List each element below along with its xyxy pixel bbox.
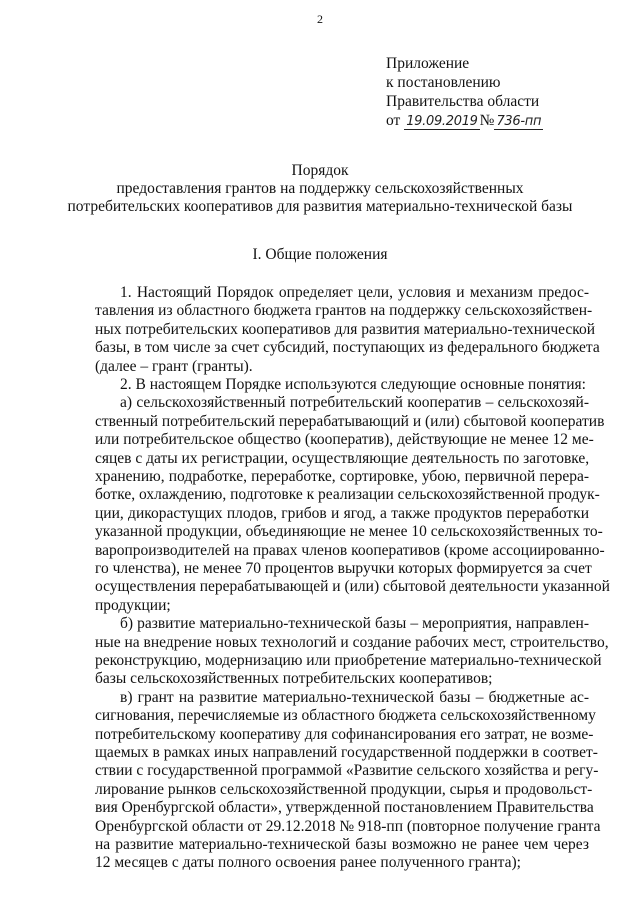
body-line: осуществления перерабатывающей и (или) сбытовой деятельности указанной	[95, 578, 610, 596]
body-line: хранению, подработке, переработке, сортировке, убою, первичной перера-	[95, 468, 589, 485]
body-line: ственный потребительский перерабатывающий и (или) сбытовой кооператив	[95, 412, 605, 430]
appendix-date-line	[386, 111, 543, 131]
body-line: (далее – грант (гранты).	[95, 357, 253, 375]
section-heading: I. Общие положения	[252, 246, 388, 263]
body-line: варопроизводителей на правах членов кооперативов (кроме ассоциированно-	[95, 541, 605, 559]
body-line: сяцев с даты их регистрации, осуществляющие деятельность по заготовке,	[95, 449, 590, 467]
appendix-from-prefix: от	[386, 112, 401, 129]
body-line: или потребительское общество (кооператив), действующие не менее 12 ме-	[95, 431, 594, 449]
body-line: потребительскому кооперативу для софинансирования его затрат, не возме-	[95, 725, 594, 743]
page-number: 2	[317, 12, 323, 26]
title-subline-1: предоставления грантов на поддержку сельскохозяйственных	[116, 180, 524, 197]
body-line: вия Оренбургской области», утвержденной постановлением Правительства	[95, 799, 594, 817]
number-sign: №	[479, 112, 495, 129]
appendix-line-1: Приложение	[386, 55, 470, 72]
body-line: го членства), не менее 70 процентов выручки которых формируется за счет	[95, 560, 592, 577]
body-line: 12 месяцев с даты полного освоения ранее полученного гранта);	[95, 854, 521, 872]
body-line: 1. Настоящий Порядок определяет цели, условия и механизм предос-	[120, 284, 589, 301]
document-title: Порядок	[291, 162, 349, 179]
body-line: базы сельскохозяйственных потребительских кооперативов;	[95, 670, 493, 688]
body-line: продукции;	[95, 596, 171, 614]
appendix-line-2: к постановлению	[386, 74, 501, 91]
body-line: реконструкцию, модернизацию или приобретение материально-технической	[95, 652, 602, 669]
handwritten-number: 736-пп	[496, 114, 542, 129]
body-line: ции, дикорастущих плодов, грибов и ягод, а также продуктов переработки	[95, 504, 589, 522]
body-line: а) сельскохозяйственный потребительский кооператив – сельскохозяй-	[120, 394, 589, 412]
body-line: на развитие материально-технической базы возможно не ранее чем через	[95, 836, 589, 853]
body-line: тавления из областного бюджета грантов на поддержку сельскохозяйствен-	[95, 302, 593, 320]
body-line: лирование рынков сельскохозяйственной продукции, сырья и продовольст-	[95, 780, 593, 798]
body-line: б) развитие материально-технической базы – мероприятия, направлен-	[120, 615, 589, 633]
body-line: 2. В настоящем Порядке используются следующие основные понятия:	[120, 376, 586, 393]
handwritten-date: 19.09.2019	[406, 114, 478, 129]
body-line: ных потребительских кооперативов для развития материально-технической	[95, 320, 596, 338]
body-line: ботке, охлаждению, подготовке к реализации сельскохозяйственной продук-	[95, 486, 600, 504]
title-subline-2: потребительских кооперативов для развития материально-технической базы	[67, 198, 573, 215]
body-line: указанной продукции, объединяющие не менее 10 сельскохозяйственных то-	[95, 523, 603, 541]
body-line: сигнования, перечисляемые из областного бюджета сельскохозяйственному	[95, 707, 596, 725]
body-line: Оренбургской области от 29.12.2018 № 918-пп (повторное получение гранта	[95, 817, 601, 835]
body-line: ные на внедрение новых технологий и создание рабочих мест, строительство,	[95, 633, 609, 651]
body-line: в) грант на развитие материально-технической базы – бюджетные ас-	[120, 688, 589, 706]
appendix-line-3: Правительства области	[386, 93, 540, 110]
body-line: ствии с государственной программой «Развитие сельского хозяйства и регу-	[95, 762, 599, 780]
body-line: щаемых в рамках иных направлений государственной поддержки в соответ-	[95, 744, 598, 761]
body-line: базы, в том числе за счет субсидий, поступающих из федерального бюджета	[95, 339, 600, 357]
